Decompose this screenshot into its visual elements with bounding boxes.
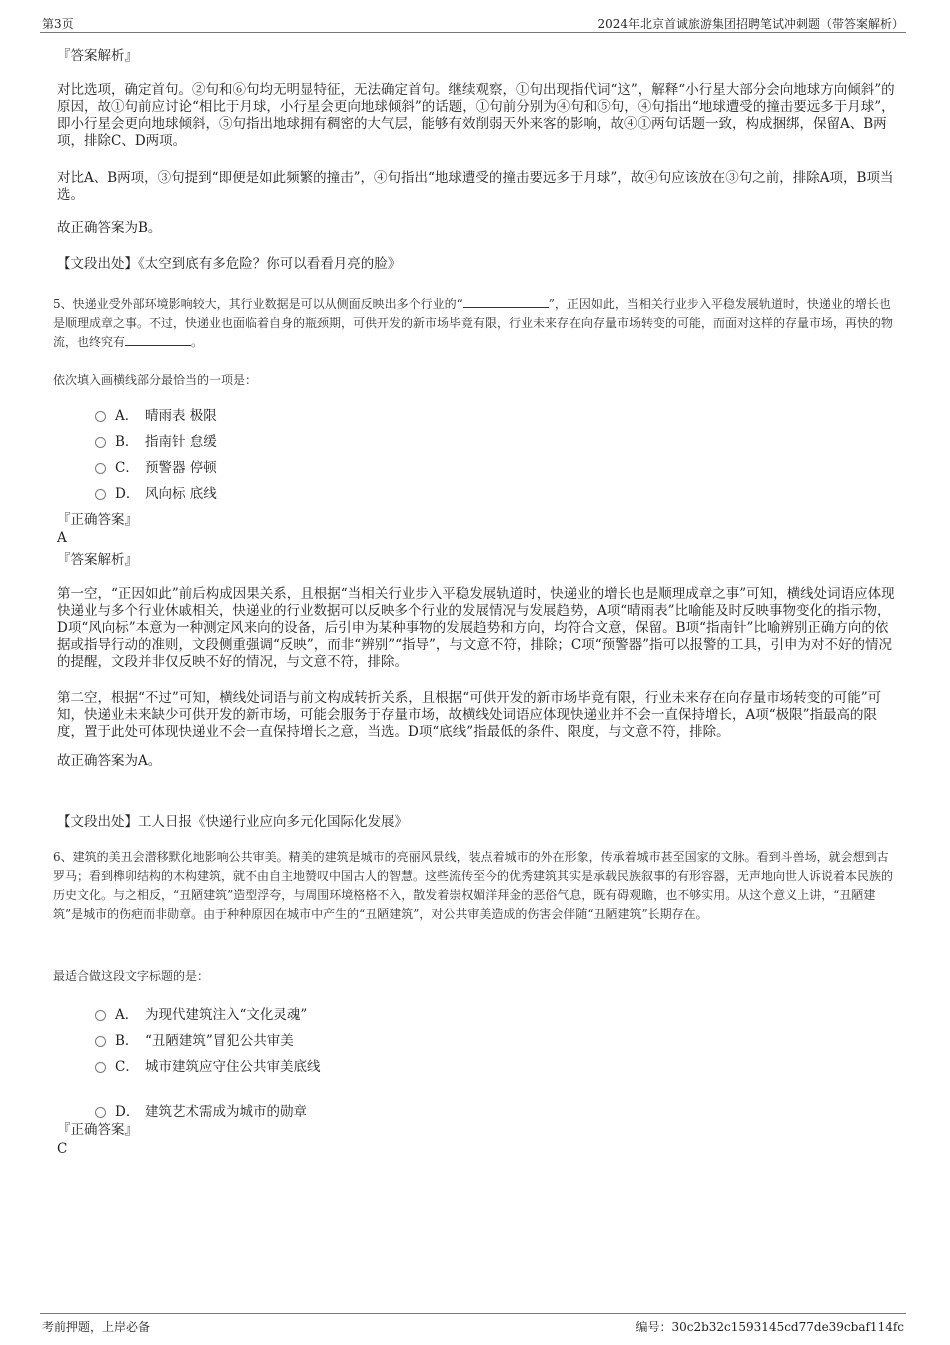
q5-answer: A [57,530,67,546]
blank-2 [125,333,191,346]
q5-analysis-para2: 第二空，根据“不过”可知，横线处词语与前文构成转折关系，且根据“可供开发的新市场毕竟有限，行业未来存在向存量市场转变的可能”可知，快递业未来缺少可供开发的新市场，可能会服务于存量市场，故横线处词语应体现快递业并不会一直保持增长，A项“极限”指最高的限度，置于此处可体现快递业不会一直保持增长之意，当选。D项“底线”指最低的条件、限度，与文意不符，排除。 [57,690,882,740]
radio-icon[interactable] [95,489,106,500]
q5-stem: 5、快递业受外部环境影响较大，其行业数据是可以从侧面反映出多个行业的“ ”，正因如此，当相关行业步入平稳发展轨道时，快递业的增长也是顺理成章之事。不过，快递业也面临着自身的瓶颈期，可供开发的新市场毕竟有限，行业未来存在向存量市场转变的可能，而面对这样的存量市场，再快的物流，也终究有 。 [53,297,894,349]
page-number: 第3页 [42,17,74,31]
q5-option-a[interactable]: A． 晴雨表 极限 [95,404,217,424]
q6-stem: 6、建筑的美丑会潜移默化地影响公共审美。精美的建筑是城市的亮丽风景线，装点着城市的外在形象，传承着城市甚至国家的文脉。看到斗兽场，就会想到古罗马；看到榫卯结构的木构建筑，就不由自主地赞叹中国古人的智慧。这些流传至今的优秀建筑其实是承载民族叙事的有形容器，无声地向世人诉说着本民族的历史文化。与之相反，“丑陋建筑”造型浮夸，与周围环境格格不入，散发着崇权媚洋拜金的恶俗气息，既有碍观瞻，也不够实用。从这个意义上讲，“丑陋建筑”是城市的伤疤而非勋章。由于种种原因在城市中产生的“丑陋建筑”，对公共审美造成的伤害会伴随“丑陋建筑”长期存在。 [53,850,894,921]
q4-source: 【文段出处】《太空到底有多危险？你可以看看月亮的脸》 [57,256,402,272]
q5-conclusion: 故正确答案为A。 [57,753,162,769]
q5-option-c[interactable]: C． 预警器 停顿 [95,456,217,476]
q4-analysis-para2: 对比A、B两项，③句提到“即便是如此频繁的撞击”，④句指出“地球遭受的撞击要远多于月球”，故④句应该放在③句之前，排除A项，B项当选。 [57,170,894,203]
radio-icon[interactable] [95,1062,106,1073]
radio-icon[interactable] [95,437,106,448]
q5-option-d[interactable]: D． 风向标 底线 [95,482,217,502]
q6-option-a[interactable]: A． 为现代建筑注入“文化灵魂” [95,1003,307,1023]
q4-analysis-para1: 对比选项，确定首句。②句和⑥句均无明显特征，无法确定首句。继续观察，①句出现指代词“这”，解释“小行星大部分会向地球方向倾斜”的原因，故①句前应讨论“相比于月球，小行星会更向地球倾斜”的话题，①句前分别为④句和⑤句，④句指出“地球遭受的撞击要远多于月球”，即小行星会更向地球倾斜，⑤句指出地球拥有稠密的大气层，能够有效削弱天外来客的影响，故④①两句话题一致，构成捆绑，保留A、B两项，排除C、D两项。 [57,82,895,149]
q5-prompt: 依次填入画横线部分最恰当的一项是： [53,373,258,387]
q6-prompt: 最适合做这段文字标题的是： [53,969,210,983]
q6-option-c[interactable]: C． 城市建筑应守住公共审美底线 [95,1055,321,1075]
q5-source: 【文段出处】工人日报《快递行业应向多元化国际化发展》 [57,814,408,830]
q5-analysis-label: 『答案解析』 [57,552,138,568]
q6-answer: C [57,1141,68,1157]
radio-icon[interactable] [95,1010,106,1021]
radio-icon[interactable] [95,463,106,474]
blank-1 [463,295,549,308]
q6-option-d[interactable]: D． 建筑艺术需成为城市的勋章 [95,1100,307,1120]
document-id: 编号：30c2b32c1593145cd77de39cbaf114fc [635,1320,904,1334]
radio-icon[interactable] [95,1036,106,1047]
radio-icon[interactable] [95,411,106,422]
q4-conclusion: 故正确答案为B。 [57,220,162,236]
q5-option-b[interactable]: B． 指南针 怠缓 [95,430,217,450]
page-header [40,12,906,33]
q5-answer-label: 『正确答案』 [57,512,138,528]
q4-analysis-label: 『答案解析』 [57,48,138,64]
q6-option-b[interactable]: B． “丑陋建筑”冒犯公共审美 [95,1029,294,1049]
footer-slogan: 考前押题，上岸必备 [42,1320,151,1334]
q5-analysis-para1: 第一空，“正因如此”前后构成因果关系，且根据“当相关行业步入平稳发展轨道时，快递业的增长也是顺理成章之事”可知，横线处词语应体现快递业与多个行业休戚相关，快递业的行业数据可以反映多个行业的发展情况与发展趋势，A项“晴雨表”比喻能及时反映事物变化的指示物，D项“风向标”本意为一种测定风来向的设备，后引申为某种事物的发展趋势和方向，均符合文意，保留。B项“指南针”比喻辨别正确方向的依据或指导行动的准则，文段侧重强调“反映”，而非“辨别”“指导”，与文意不符，排除；C项“预警器”指可以报警的工具，引申为对不好的情况的提醒，文段并非仅反映不好的情况，与文意不符，排除。 [57,586,895,670]
document-title: 2024年北京首诚旅游集团招聘笔试冲刺题（带答案解析） [597,17,904,31]
page-footer [40,1313,906,1336]
q6-answer-label: 『正确答案』 [57,1122,138,1138]
radio-icon[interactable] [95,1107,106,1118]
